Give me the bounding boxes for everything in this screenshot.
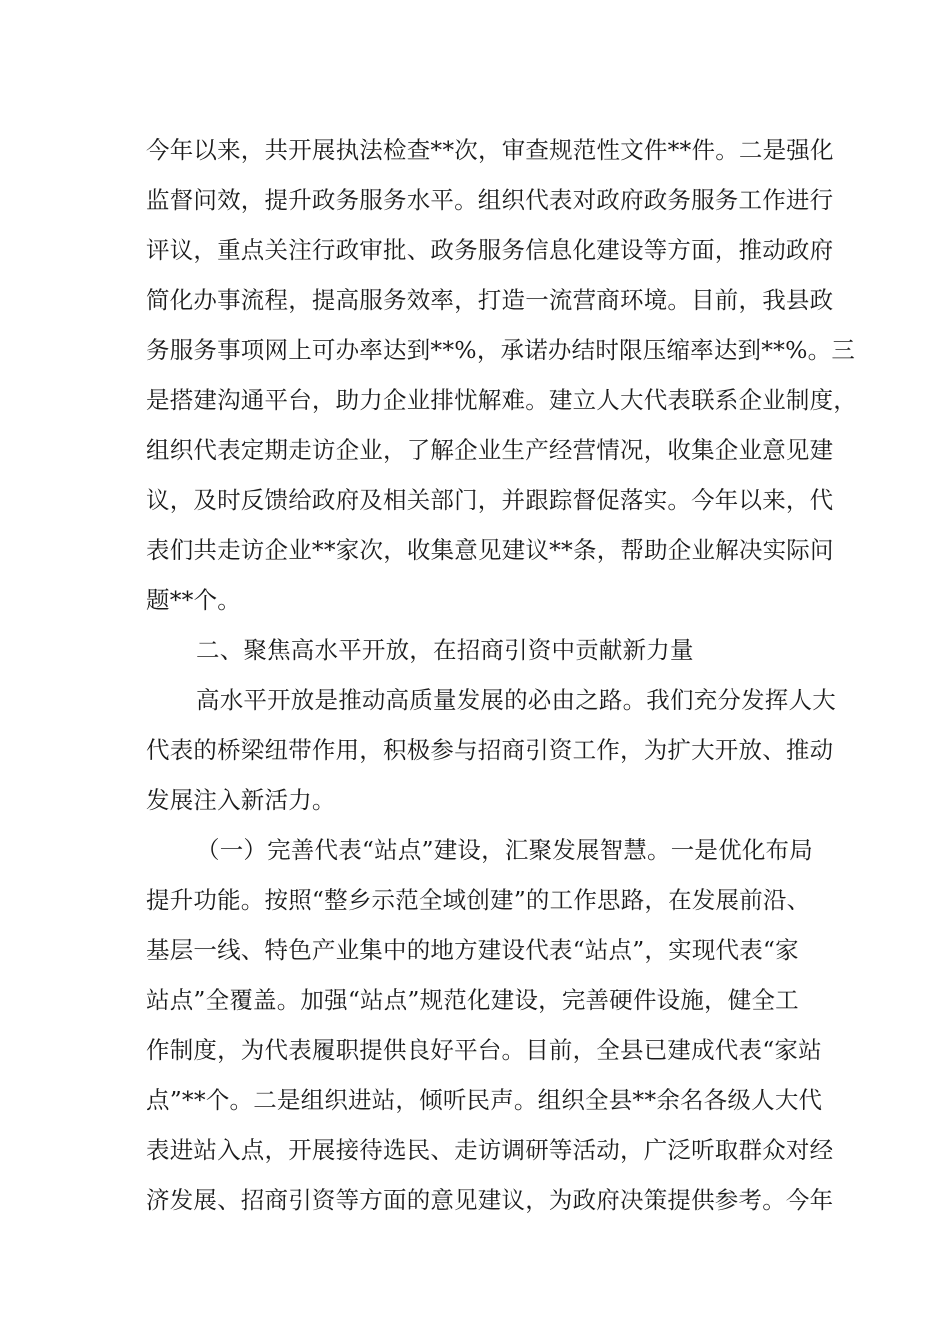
text-line: 作制度，为代表履职提供良好平台。目前，全县已建成代表“家站 — [146, 1036, 822, 1064]
text-line: 站点”全覆盖。加强“站点”规范化建设，完善硬件设施，健全工 — [146, 986, 799, 1014]
text-line: 发展注入新活力。 — [146, 786, 336, 814]
text-line: 高水平开放是推动高质量发展的必由之路。我们充分发挥人大 — [196, 686, 836, 714]
text-line: 点”**个。二是组织进站，倾听民声。组织全县**余名各级人大代 — [146, 1086, 823, 1114]
text-line: 表进站入点，开展接待选民、走访调研等活动，广泛听取群众对经 — [146, 1136, 834, 1164]
text-line: 简化办事流程，提高服务效率，打造一流营商环境。目前，我县政 — [146, 286, 834, 314]
text-line: 今年以来，共开展执法检查**次，审查规范性文件**件。二是强化 — [146, 136, 834, 164]
text-line: 务服务事项网上可办率达到**%，承诺办结时限压缩率达到**%。三 — [146, 336, 856, 364]
text-line: 表们共走访企业**家次，收集意见建议**条，帮助企业解决实际问 — [146, 536, 834, 564]
text-line: 提升功能。按照“整乡示范全域创建”的工作思路，在发展前沿、 — [146, 886, 811, 914]
text-line: 组织代表定期走访企业，了解企业生产经营情况，收集企业意见建 — [146, 436, 834, 464]
section-heading: 二、聚焦高水平开放，在招商引资中贡献新力量 — [196, 636, 694, 664]
text-line: 代表的桥梁纽带作用，积极参与招商引资工作，为扩大开放、推动 — [146, 736, 834, 764]
text-line: 议，及时反馈给政府及相关部门，并跟踪督促落实。今年以来，代 — [146, 486, 834, 514]
subsection-line: （一）完善代表“站点”建设，汇聚发展智慧。一是优化布局 — [196, 836, 813, 864]
text-line: 监督问效，提升政务服务水平。组织代表对政府政务服务工作进行 — [146, 186, 834, 214]
text-line: 济发展、招商引资等方面的意见建议，为政府决策提供参考。今年 — [146, 1186, 834, 1214]
text-line: 基层一线、特色产业集中的地方建设代表“站点”，实现代表“家 — [146, 936, 799, 964]
text-line: 题**个。 — [146, 586, 241, 614]
text-line: 评议，重点关注行政审批、政务服务信息化建设等方面，推动政府 — [146, 236, 834, 264]
text-line: 是搭建沟通平台，助力企业排忧解难。建立人大代表联系企业制度， — [146, 386, 857, 414]
